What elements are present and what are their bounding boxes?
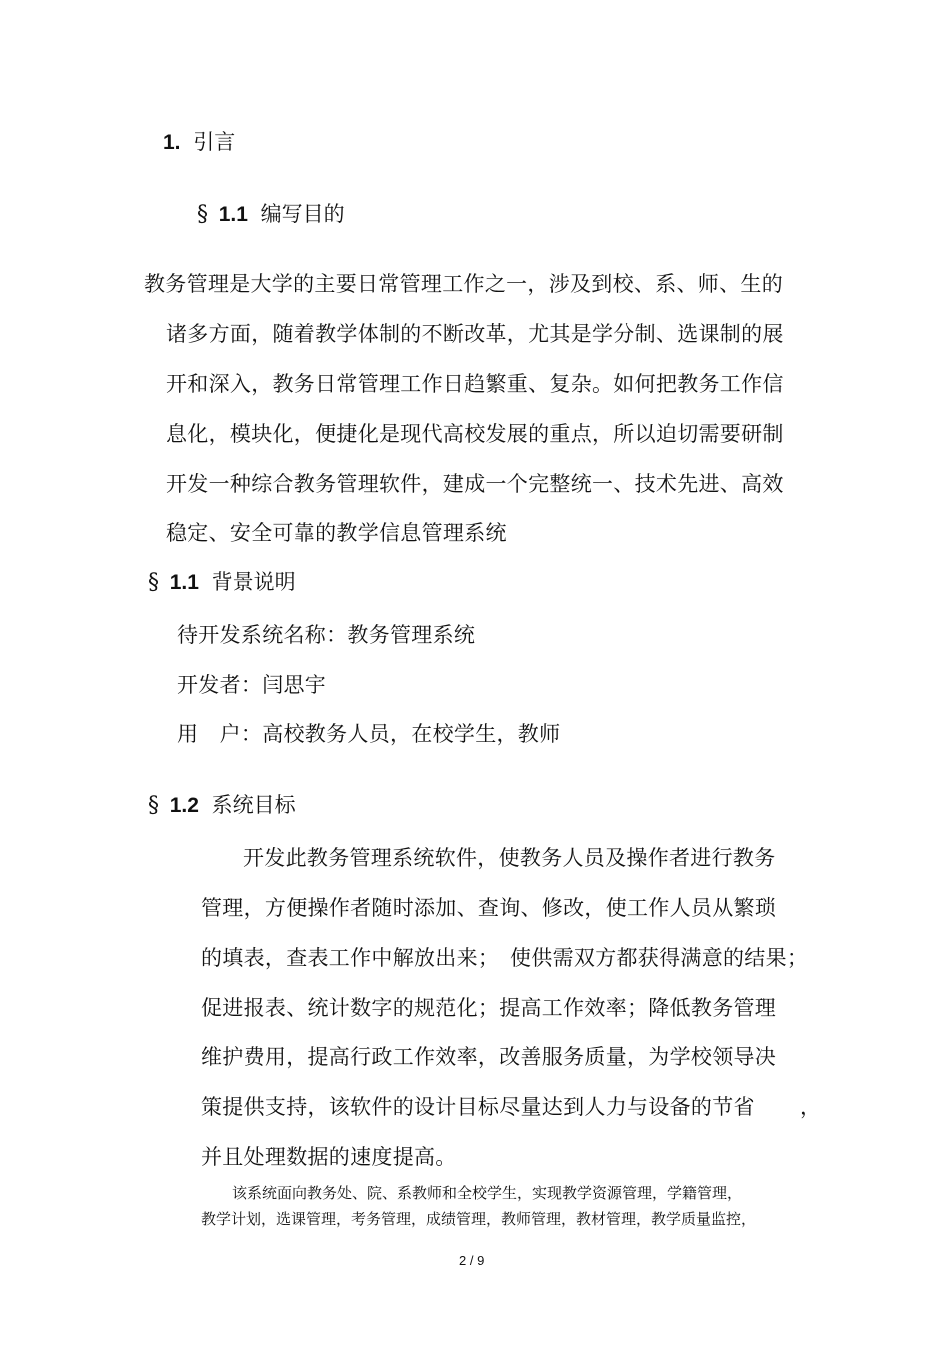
section-heading-goal (148, 791, 296, 820)
purpose-line: 开和深入，教务日常管理工作日趋繁重、复杂。如何把教务工作信 (166, 372, 784, 396)
section-symbol: § (148, 570, 159, 595)
goal-line: 开发此教务管理系统软件，使教务人员及操作者进行教务 (243, 846, 776, 870)
goal-line: 的填表，查表工作中解放出来； 使供需双方都获得满意的结果； (201, 946, 809, 970)
section-symbol: § (148, 793, 159, 818)
purpose-line: 开发一种综合教务管理软件，建成一个完整统一、技术先进、高效 (166, 472, 784, 496)
heading-number: 1. (163, 131, 181, 154)
background-line: 待开发系统名称：教务管理系统 (177, 623, 476, 647)
section-number: 1.2 (169, 794, 199, 817)
small-text-line: 教学计划，选课管理，考务管理，成绩管理，教师管理，教材管理，教学质量监控， (201, 1210, 757, 1228)
purpose-line: 诸多方面，随着教学体制的不断改革，尤其是学分制、选课制的展 (166, 322, 784, 346)
section-heading-purpose (197, 200, 345, 229)
goal-line: 策提供支持，该软件的设计目标尽量达到人力与设备的节省 (201, 1095, 755, 1119)
small-text-line: 该系统面向教务处、院、系教师和全校学生，实现教学资源管理，学籍管理， (232, 1184, 743, 1202)
background-line: 用 户：高校教务人员，在校学生，教师 (177, 722, 561, 746)
section-title: 系统目标 (211, 793, 296, 817)
section-number: 1.1 (218, 203, 248, 226)
section-heading-background (148, 568, 296, 597)
heading-title: 引言 (193, 130, 236, 154)
heading-introduction (163, 128, 235, 157)
goal-line: 并且处理数据的速度提高。 (201, 1145, 457, 1169)
background-line: 开发者：闫思宇 (177, 673, 327, 697)
goal-line: 维护费用，提高行政工作效率，改善服务质量，为学校领导决 (201, 1045, 777, 1069)
goal-line: 管理，方便操作者随时添加、查询、修改，使工作人员从繁琐 (201, 896, 777, 920)
goal-trailing-comma: ， (800, 1095, 822, 1119)
purpose-line: 息化，模块化，便捷化是现代高校发展的重点，所以迫切需要研制 (166, 422, 784, 446)
purpose-line: 稳定、安全可靠的教学信息管理系统 (166, 521, 507, 545)
section-symbol: § (197, 202, 208, 227)
section-title: 编写目的 (260, 202, 345, 226)
page-number: 2 / 9 (459, 1253, 485, 1268)
goal-line: 促进报表、统计数字的规范化；提高工作效率；降低教务管理 (201, 996, 777, 1020)
section-title: 背景说明 (211, 570, 296, 594)
section-number: 1.1 (169, 571, 199, 594)
purpose-line: 教务管理是大学的主要日常管理工作之一，涉及到校、系、师、生的 (144, 272, 783, 296)
